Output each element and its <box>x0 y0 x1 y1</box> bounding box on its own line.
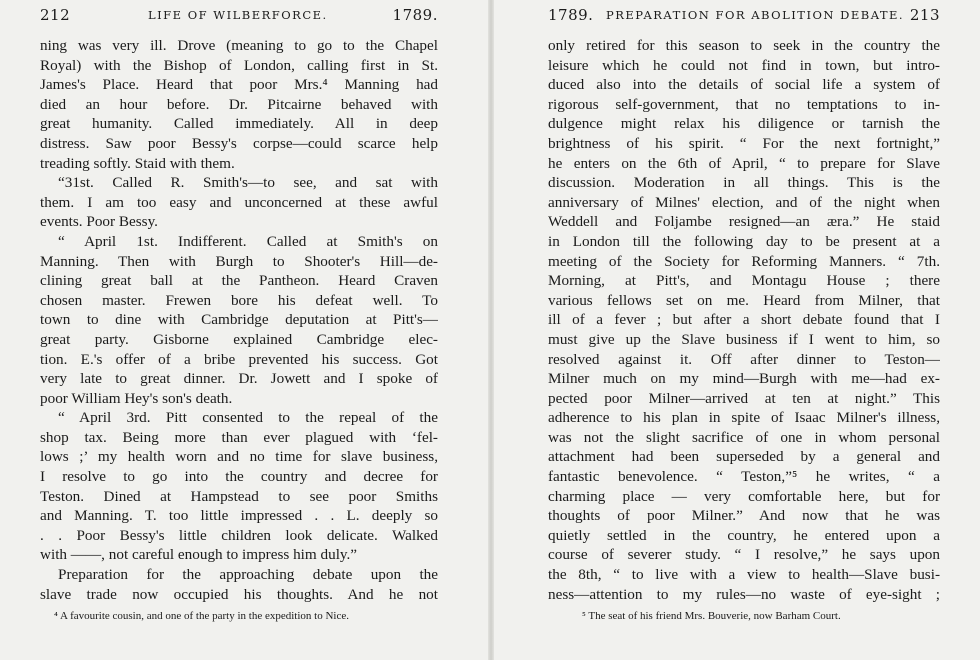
right-page-number: 213 <box>909 6 940 24</box>
text-line: discussion. Moderation in all things. This is the <box>548 174 940 192</box>
text-line: fantastic benevolence. “ Teston,”⁵ he writes, “ a <box>548 468 940 486</box>
text-line: very late to great dinner. Dr. Jowett and I spoke of <box>40 370 438 388</box>
text-line: brightness of his spirit. “ For the next fortnight,” <box>548 134 940 152</box>
text-line: only retired for this season to seek in the country the <box>548 37 940 54</box>
text-line: . . Poor Bessy's little children look delicate. Walked <box>40 526 438 544</box>
right-page-header <box>548 6 940 36</box>
text-line: shop tax. Being more than ever plagued with ‘fel- <box>40 428 438 446</box>
text-line: Royal) with the Bishop of London, calling first in St. <box>40 56 438 74</box>
text-line: Teston. Dined at Hampstead to see poor Smiths <box>40 487 438 505</box>
text-line: must give up the Slave business if I went to him, so <box>548 330 940 348</box>
text-line: anniversary of Milnes' election, and of the night when <box>548 193 940 211</box>
text-line: ill of a fever ; but after a short debate found that I <box>548 311 940 329</box>
text-line: ning was very ill. Drove (meaning to go to the Chapel <box>40 37 438 54</box>
text-line: thoughts of poor Milner.” And now that he was <box>548 507 940 525</box>
text-line: them. I am too easy and unconcerned at these awful <box>40 193 438 211</box>
text-line: tion. E.'s offer of a bribe prevented his success. Got <box>40 350 438 368</box>
text-line: rigorous self-government, that no temptations to in- <box>548 95 940 113</box>
text-line: attachment had been superseded by a general and <box>548 448 940 466</box>
text-line: resolved against it. Off after dinner to Teston— <box>548 350 940 368</box>
text-line: clining great ball at the Pantheon. Heard Craven <box>40 272 438 290</box>
text-line: lows ;’ my health worn and no time for slave business, <box>40 448 438 466</box>
left-header-year: 1789. <box>392 6 438 24</box>
text-line: slave trade now occupied his thoughts. And he not <box>40 585 438 603</box>
left-page-number: 212 <box>40 6 71 24</box>
text-line: adherence to his plan in spite of Isaac Milner's illness, <box>548 409 940 427</box>
text-line: “ April 3rd. Pitt consented to the repeal of the <box>58 409 438 427</box>
text-line: he enters on the 6th of April, “ to prepare for Slave <box>548 154 940 172</box>
text-line: the 8th, “ to live with a view to health—Slave busi- <box>548 566 940 584</box>
text-line: quietly settled in the country, he entered upon a <box>548 526 940 544</box>
left-running-title: LIFE OF WILBERFORCE. <box>148 8 328 22</box>
text-line: leisure which he could not find in town, but intro- <box>548 56 940 74</box>
text-line: poor William Hey's son's death. <box>40 389 233 407</box>
text-line: town to dine with Cambridge deputation at Pitt's— <box>40 311 438 329</box>
left-page-header <box>40 6 438 36</box>
text-line: in London till the following day to be present at a <box>548 232 940 250</box>
text-line: great party. Gisborne explained Cambridge elec- <box>40 330 438 348</box>
right-running-title: PREPARATION FOR ABOLITION DEBATE. <box>606 8 905 22</box>
text-line: “ April 1st. Indifferent. Called at Smith's on <box>58 232 438 250</box>
text-line: distress. Saw poor Bessy's corpse—could scarce help <box>40 134 438 152</box>
text-line: Milner much on my mind—Burgh with me—had ex- <box>548 370 940 388</box>
right-page-body <box>548 36 940 604</box>
text-line: Manning. Then with Burgh to Shooter's Hill—de- <box>40 252 438 270</box>
text-line: ness—attention to my rules—no waste of eye-sight ; <box>548 585 940 603</box>
right-footnote: ⁵ The seat of his friend Mrs. Bouverie, now Barham Court. <box>582 610 841 623</box>
text-line: was not the slight sacrifice of one in whom personal <box>548 428 940 446</box>
text-line: died an hour before. Dr. Pitcairne behaved with <box>40 95 438 113</box>
text-line: meeting of the Society for Reforming Manners. “ 7th. <box>548 252 940 270</box>
text-line: “31st. Called R. Smith's—to see, and sat with <box>58 174 438 192</box>
right-header-year: 1789. <box>548 6 594 24</box>
text-line: pected poor Milner—arrived at ten at night.” This <box>548 389 940 407</box>
text-line: charming place — very comfortable here, but for <box>548 487 940 505</box>
text-line: Morning, at Pitt's, and Montagu House ; there <box>548 272 940 290</box>
text-line: great humanity. Called immediately. All in deep <box>40 115 438 133</box>
text-line: Preparation for the approaching debate upon the <box>58 566 438 584</box>
text-line: I resolve to go into the country and decree for <box>40 468 438 486</box>
text-line: chosen master. Frewen bore his defeat well. To <box>40 291 438 309</box>
text-line: course of severer study. “ I resolve,” he says upon <box>548 546 940 564</box>
left-page-body <box>40 36 438 604</box>
text-line: James's Place. Heard that poor Mrs.⁴ Manning had <box>40 76 438 94</box>
text-line: with ——, not careful enough to impress him duly.” <box>40 546 358 564</box>
text-line: dulgence might relax his diligence or tarnish the <box>548 115 940 133</box>
right-page <box>490 0 980 660</box>
text-line: and Manning. T. too little impressed . . L. deeply so <box>40 507 438 525</box>
text-line: treading softly. Staid with them. <box>40 154 235 172</box>
left-footnote: ⁴ A favourite cousin, and one of the party in the expedition to Nice. <box>54 610 349 623</box>
text-line: Weddell and Foljambe resigned—an æra.” He staid <box>548 213 940 231</box>
text-line: various fellows set on me. Heard from Milner, that <box>548 291 940 309</box>
text-line: events. Poor Bessy. <box>40 213 158 231</box>
text-line: duced also into the details of social life a system of <box>548 76 940 94</box>
